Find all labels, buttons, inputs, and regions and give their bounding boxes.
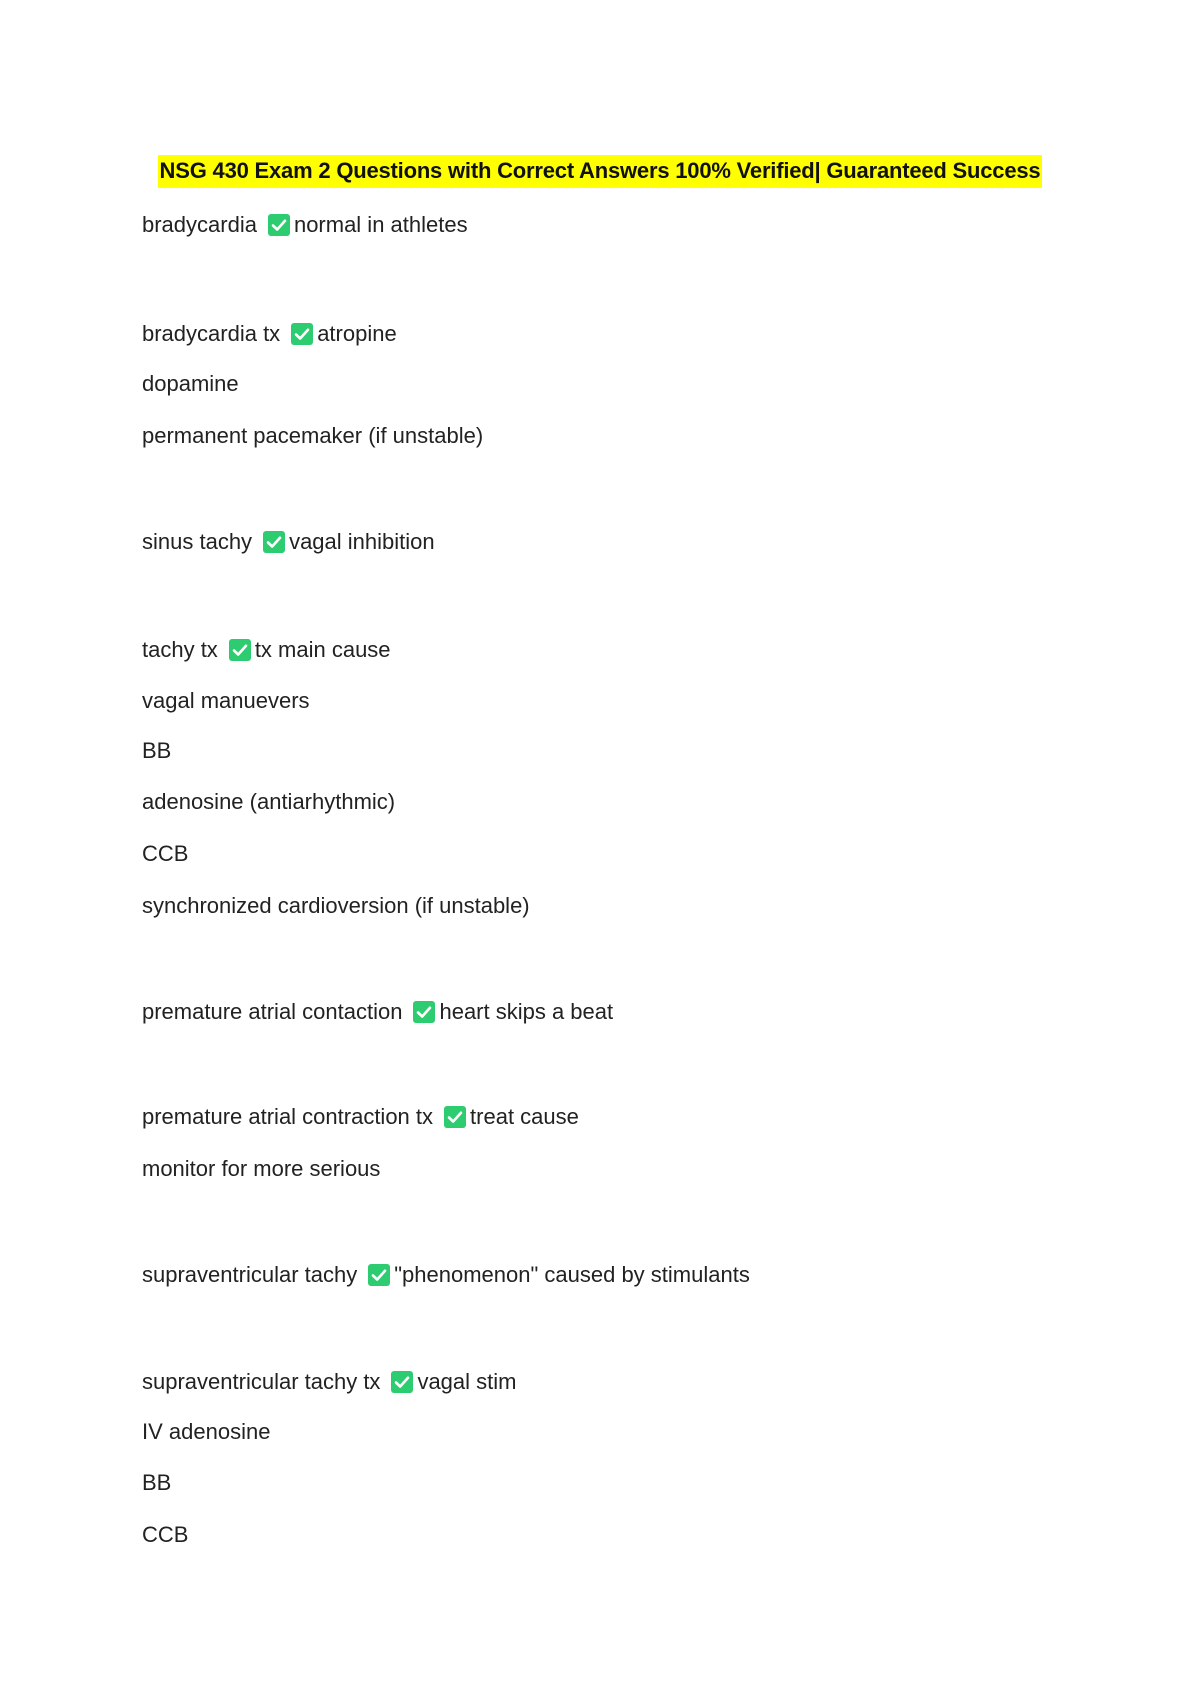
answer-text: heart skips a beat <box>439 999 614 1024</box>
answer-continuation <box>142 893 530 919</box>
answer-text: "phenomenon" caused by stimulants <box>394 1262 750 1287</box>
question-term: supraventricular tachy tx <box>142 1369 381 1394</box>
answer-continuation <box>142 423 483 449</box>
answer-continuation <box>142 841 188 867</box>
answer-line-text: CCB <box>142 1522 189 1547</box>
check-icon <box>412 1000 436 1024</box>
answer-line-text: BB <box>142 738 172 763</box>
qa-line <box>142 637 391 663</box>
question-term: supraventricular tachy <box>142 1262 358 1287</box>
answer-line-text: vagal manuevers <box>142 688 310 713</box>
answer-text: vagal inhibition <box>289 529 435 554</box>
answer-text: tx main cause <box>254 637 391 662</box>
check-icon <box>267 213 291 237</box>
answer-continuation <box>142 1156 380 1182</box>
answer-line-text: BB <box>142 1470 172 1495</box>
answer-continuation <box>142 738 171 764</box>
answer-line-text: permanent pacemaker (if unstable) <box>142 423 484 448</box>
answer-text: vagal stim <box>417 1369 517 1394</box>
question-term: premature atrial contraction tx <box>142 1104 434 1129</box>
check-icon <box>290 322 314 346</box>
answer-continuation <box>142 1470 171 1496</box>
qa-line <box>142 529 435 555</box>
question-term: bradycardia <box>142 212 257 237</box>
answer-text: atropine <box>317 321 397 346</box>
check-icon <box>228 638 252 662</box>
question-term: bradycardia tx <box>142 321 281 346</box>
check-icon <box>443 1105 467 1129</box>
answer-continuation <box>142 688 310 714</box>
answer-line-text: IV adenosine <box>142 1419 271 1444</box>
check-icon <box>367 1263 391 1287</box>
qa-line <box>142 999 613 1025</box>
check-icon <box>390 1370 414 1394</box>
title-wrap <box>0 155 1200 188</box>
answer-text: treat cause <box>470 1104 579 1129</box>
answer-line-text: CCB <box>142 841 189 866</box>
check-icon <box>262 530 286 554</box>
answer-continuation <box>142 1522 188 1548</box>
answer-line-text: adenosine (antiarhythmic) <box>142 789 396 814</box>
answer-text: normal in athletes <box>293 212 468 237</box>
qa-line <box>142 321 397 347</box>
answer-continuation <box>142 371 239 397</box>
question-term: premature atrial contaction <box>142 999 403 1024</box>
qa-line <box>142 212 468 238</box>
document-title: NSG 430 Exam 2 Questions with Correct Answers 100% Verified| Guaranteed Success <box>158 155 1043 188</box>
qa-line <box>142 1369 516 1395</box>
question-term: sinus tachy <box>142 529 253 554</box>
qa-line <box>142 1104 579 1130</box>
answer-line-text: dopamine <box>142 371 239 396</box>
answer-continuation <box>142 1419 270 1445</box>
question-term: tachy tx <box>142 637 218 662</box>
qa-line <box>142 1262 750 1288</box>
answer-line-text: synchronized cardioversion (if unstable) <box>142 893 530 918</box>
answer-continuation <box>142 789 395 815</box>
answer-line-text: monitor for more serious <box>142 1156 381 1181</box>
